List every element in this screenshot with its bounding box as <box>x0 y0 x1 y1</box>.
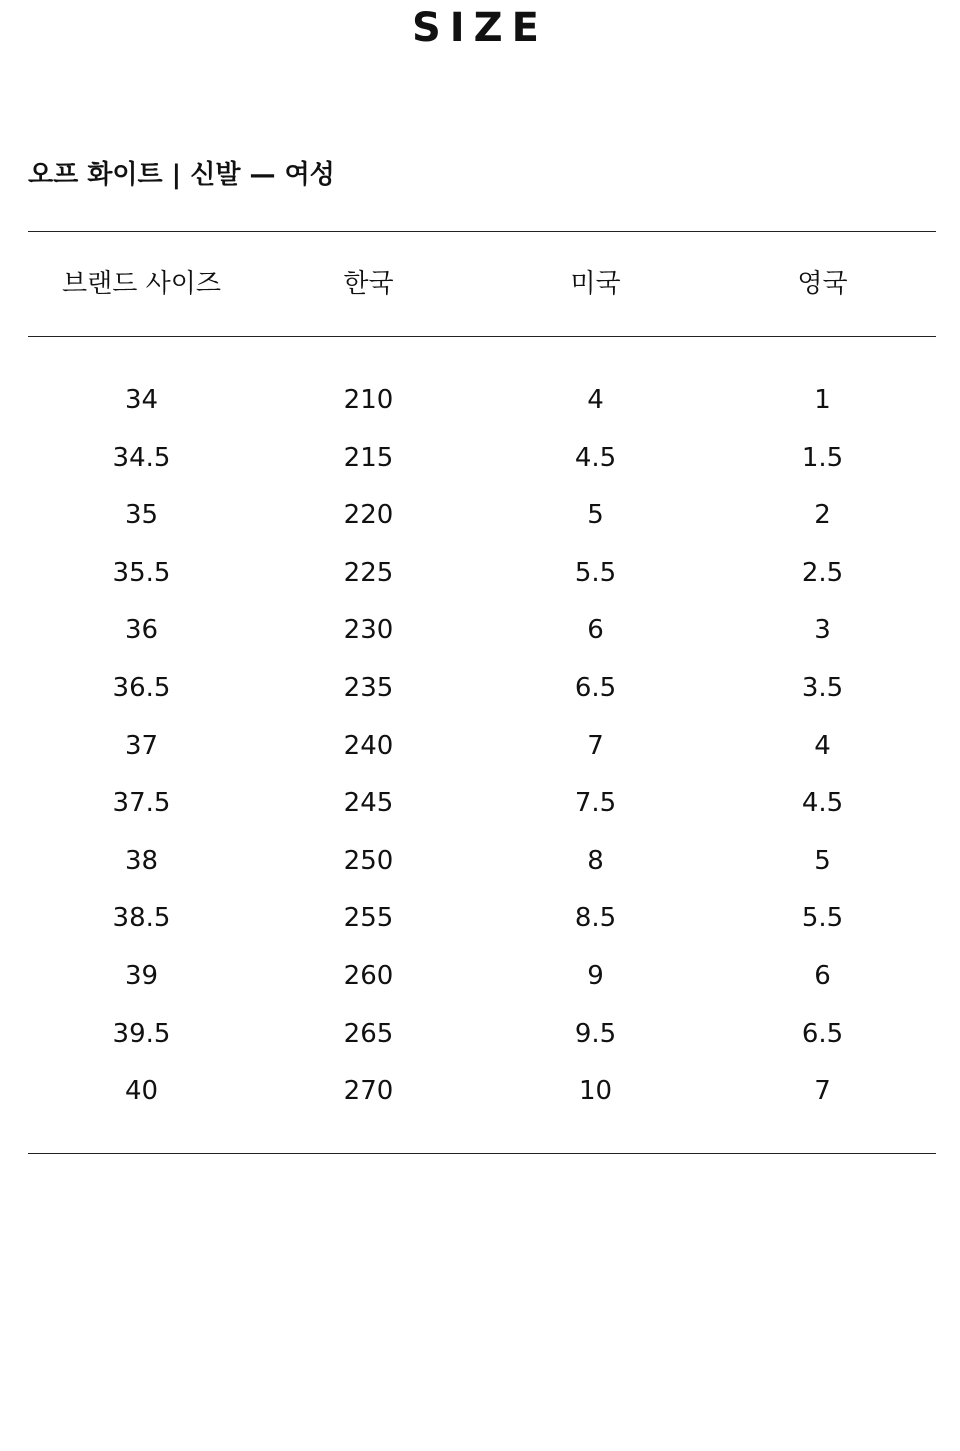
cell-brand-size: 39 <box>124 960 159 991</box>
brand-logo: SIZE <box>411 5 549 51</box>
cell-us: 7.5 <box>574 788 617 819</box>
cell-us: 8.5 <box>574 903 617 934</box>
cell-brand-size: 36 <box>124 615 159 646</box>
table-row <box>28 430 936 488</box>
cell-korea: 245 <box>343 788 394 819</box>
cell-korea: 230 <box>343 615 394 646</box>
table-row <box>28 775 936 833</box>
cell-uk: 6 <box>814 960 831 991</box>
table-row <box>28 545 936 603</box>
cell-korea: 265 <box>343 1018 394 1049</box>
table-row <box>28 948 936 1006</box>
cell-us: 9 <box>587 960 604 991</box>
table-row <box>28 1006 936 1064</box>
column-header-korea: 한국 <box>343 269 394 299</box>
size-table-body <box>28 372 936 1121</box>
cell-brand-size: 37 <box>124 730 159 761</box>
cell-us: 7 <box>587 730 604 761</box>
cell-korea: 260 <box>343 960 394 991</box>
cell-uk: 1 <box>814 385 831 415</box>
cell-korea: 255 <box>343 903 394 934</box>
cell-korea: 270 <box>343 1076 394 1107</box>
table-header-row <box>28 262 936 306</box>
page-title: 오프 화이트 | 신발 — 여성 <box>28 160 335 190</box>
cell-uk: 4.5 <box>801 788 844 819</box>
cell-us: 5.5 <box>574 557 617 588</box>
column-header-brand-size: 브랜드 사이즈 <box>62 269 221 299</box>
cell-uk: 2.5 <box>801 557 844 588</box>
table-top-divider <box>28 231 936 232</box>
cell-brand-size: 38 <box>124 845 159 876</box>
cell-brand-size: 34 <box>124 385 159 415</box>
cell-korea: 250 <box>343 845 394 876</box>
cell-uk: 5.5 <box>801 903 844 934</box>
cell-uk: 4 <box>814 730 831 761</box>
table-header-divider <box>28 336 936 337</box>
table-bottom-divider <box>28 1153 936 1154</box>
table-row <box>28 890 936 948</box>
cell-uk: 7 <box>814 1076 831 1107</box>
cell-uk: 1.5 <box>801 442 844 473</box>
cell-brand-size: 40 <box>124 1076 159 1107</box>
cell-us: 8 <box>587 845 604 876</box>
cell-brand-size: 35 <box>124 500 159 531</box>
cell-brand-size: 37.5 <box>112 788 171 819</box>
cell-us: 4.5 <box>574 442 617 473</box>
cell-brand-size: 38.5 <box>112 903 171 934</box>
cell-korea: 240 <box>343 730 394 761</box>
cell-brand-size: 35.5 <box>112 557 171 588</box>
cell-us: 5 <box>587 500 604 531</box>
cell-uk: 3.5 <box>801 672 844 703</box>
cell-us: 6 <box>587 615 604 646</box>
cell-uk: 6.5 <box>801 1018 844 1049</box>
table-row <box>28 660 936 718</box>
table-row <box>28 487 936 545</box>
table-row <box>28 1063 936 1121</box>
table-row <box>28 602 936 660</box>
cell-us: 4 <box>587 385 604 415</box>
cell-korea: 210 <box>343 385 394 415</box>
cell-brand-size: 36.5 <box>112 672 171 703</box>
cell-korea: 220 <box>343 500 394 531</box>
cell-us: 10 <box>578 1076 613 1107</box>
cell-brand-size: 39.5 <box>112 1018 171 1049</box>
column-header-us: 미국 <box>570 269 621 299</box>
cell-uk: 3 <box>814 615 831 646</box>
cell-korea: 225 <box>343 557 394 588</box>
cell-uk: 5 <box>814 845 831 876</box>
cell-brand-size: 34.5 <box>112 442 171 473</box>
cell-us: 9.5 <box>574 1018 617 1049</box>
table-row <box>28 372 936 430</box>
cell-us: 6.5 <box>574 672 617 703</box>
table-row <box>28 718 936 776</box>
table-row <box>28 833 936 891</box>
cell-korea: 235 <box>343 672 394 703</box>
cell-uk: 2 <box>814 500 831 531</box>
cell-korea: 215 <box>343 442 394 473</box>
column-header-uk: 영국 <box>797 269 848 299</box>
